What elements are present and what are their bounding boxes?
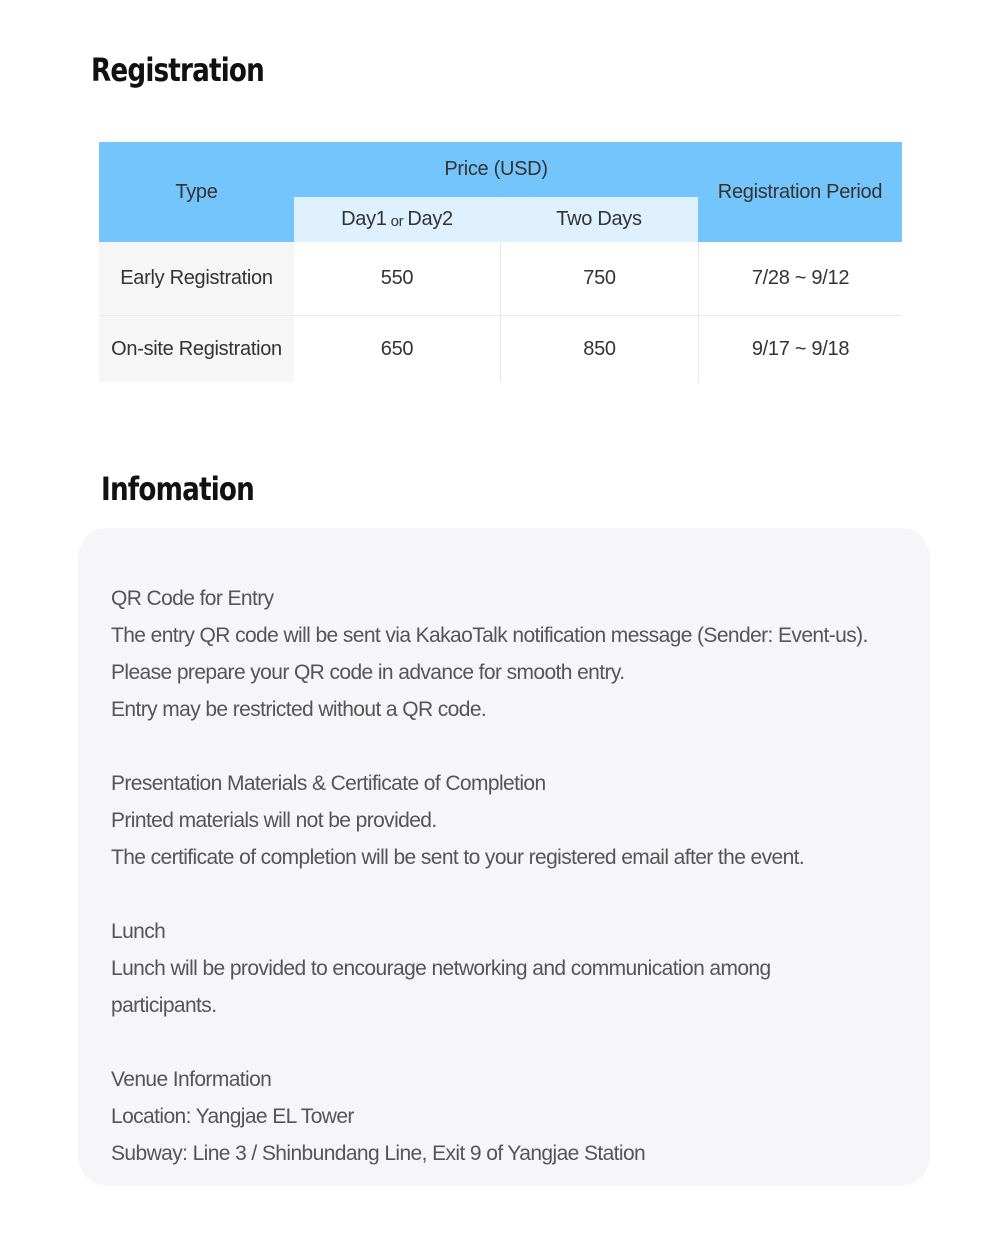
information-title: Infomation xyxy=(101,470,254,508)
pricing-table xyxy=(99,142,902,382)
info-line: The entry QR code will be sent via KakaoTalk notification message (Sender: Event-us). xyxy=(111,624,868,647)
info-line: Subway: Line 3 / Shinbundang Line, Exit 9 of Yangjae Station xyxy=(111,1142,646,1165)
subheader-one-day xyxy=(294,197,500,242)
row-onsite-two-days-price: 850 xyxy=(500,316,698,382)
info-block-venue xyxy=(111,1061,901,1172)
row-onsite-one-day-price: 650 xyxy=(294,316,500,382)
info-block-lunch xyxy=(111,913,901,1024)
registration-title: Registration xyxy=(91,51,264,89)
info-line: Printed materials will not be provided. xyxy=(111,809,437,832)
info-line: Lunch will be provided to encourage networking and communication among participants. xyxy=(111,957,771,1017)
info-heading: QR Code for Entry xyxy=(111,587,274,610)
info-line: Entry may be restricted without a QR code. xyxy=(111,698,487,721)
information-box xyxy=(78,528,930,1186)
header-type: Type xyxy=(99,142,294,242)
header-price: Price (USD) xyxy=(294,142,698,197)
row-early-period: 7/28 ~ 9/12 xyxy=(698,242,902,316)
row-early-two-days-price: 750 xyxy=(500,242,698,316)
information-content xyxy=(111,580,901,1209)
info-heading: Venue Information xyxy=(111,1068,272,1091)
info-line: Please prepare your QR code in advance for smooth entry. xyxy=(111,661,625,684)
header-registration-period: Registration Period xyxy=(698,142,902,242)
subheader-two-days: Two Days xyxy=(500,197,698,242)
row-early-one-day-price: 550 xyxy=(294,242,500,316)
subheader-day1: Day1 xyxy=(341,208,387,230)
info-block-qr-code xyxy=(111,580,901,728)
info-line: The certificate of completion will be sent to your registered email after the event. xyxy=(111,846,805,869)
info-heading: Lunch xyxy=(111,920,166,943)
info-line: Location: Yangjae EL Tower xyxy=(111,1105,354,1128)
info-heading: Presentation Materials & Certificate of Completion xyxy=(111,772,546,795)
subheader-or: or xyxy=(390,213,404,230)
subheader-day2: Day2 xyxy=(407,208,453,230)
row-onsite-period: 9/17 ~ 9/18 xyxy=(698,316,902,382)
row-early-type: Early Registration xyxy=(99,242,294,316)
row-onsite-type: On-site Registration xyxy=(99,316,294,382)
info-block-materials xyxy=(111,765,901,876)
